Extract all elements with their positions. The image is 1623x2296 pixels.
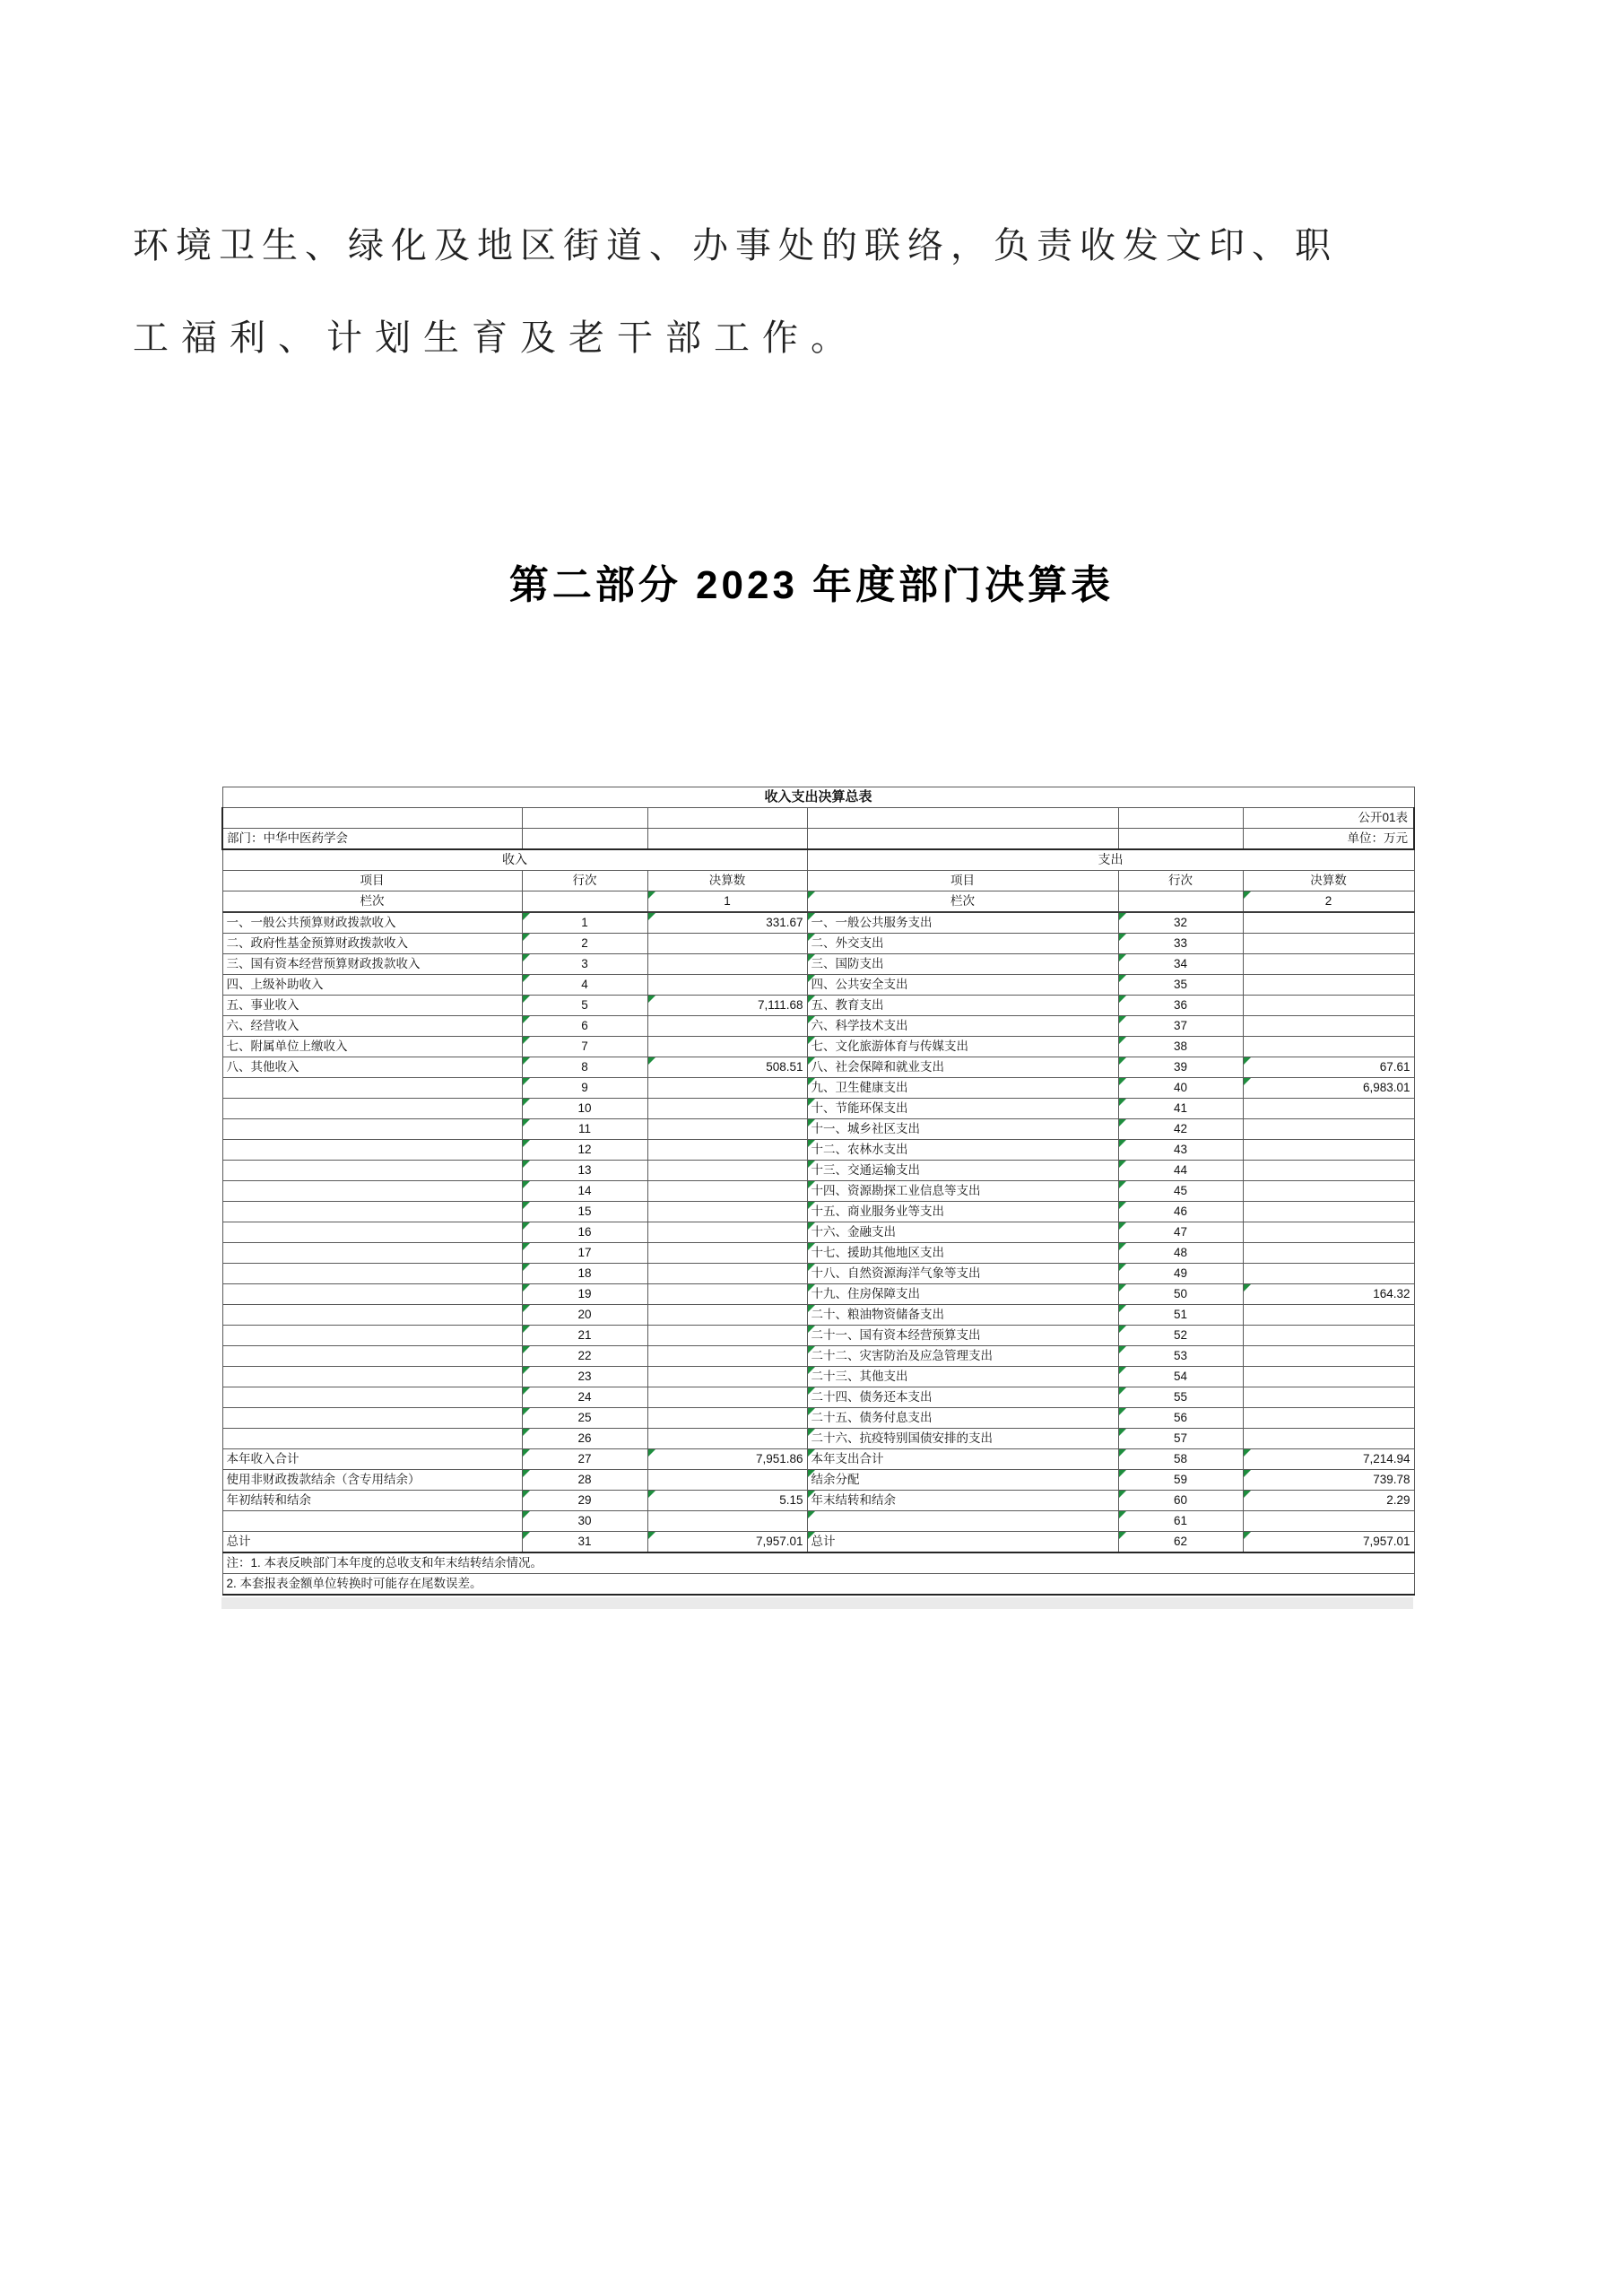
income-item-cell — [222, 1140, 522, 1161]
expense-line-cell: 41 — [1118, 1099, 1243, 1119]
table-row — [222, 1429, 1414, 1449]
income-amount-cell — [647, 1511, 807, 1532]
expense-line-cell: 50 — [1118, 1284, 1243, 1305]
income-item-cell — [222, 1119, 522, 1140]
sheet-label-row — [222, 808, 1414, 829]
table-row — [222, 1305, 1414, 1326]
expense-amount-cell — [1243, 1016, 1414, 1037]
table-row — [222, 1057, 1414, 1078]
expense-amount-cell: 6,983.01 — [1243, 1078, 1414, 1099]
expense-amount-cell — [1243, 996, 1414, 1016]
income-amount-cell: 7,957.01 — [647, 1532, 807, 1553]
income-amount-cell — [647, 1367, 807, 1387]
expense-amount-cell: 164.32 — [1243, 1284, 1414, 1305]
income-line-cell: 1 — [522, 912, 647, 934]
income-item-cell — [222, 1326, 522, 1346]
income-amount-cell — [647, 1470, 807, 1491]
expense-item-header: 项目 — [807, 871, 1118, 891]
income-amount-cell — [647, 1305, 807, 1326]
expense-line-cell: 60 — [1118, 1491, 1243, 1511]
income-item-cell: 六、经营收入 — [222, 1016, 522, 1037]
intro-paragraph — [133, 217, 1492, 361]
table-note-2: 2. 本套报表金额单位转换时可能存在尾数误差。 — [222, 1574, 1414, 1596]
income-amount-cell: 5.15 — [647, 1491, 807, 1511]
expense-line-cell: 33 — [1118, 934, 1243, 954]
table-row — [222, 996, 1414, 1016]
table-row — [222, 1016, 1414, 1037]
expense-item-cell: 十二、农林水支出 — [807, 1140, 1118, 1161]
expense-amount-cell — [1243, 954, 1414, 975]
income-line-cell: 2 — [522, 934, 647, 954]
table-row — [222, 1387, 1414, 1408]
table-row — [222, 1264, 1414, 1284]
table-row — [222, 1099, 1414, 1119]
income-line-cell: 6 — [522, 1016, 647, 1037]
expense-line-header: 行次 — [1118, 871, 1243, 891]
expense-line-cell: 49 — [1118, 1264, 1243, 1284]
expense-line-cell: 55 — [1118, 1387, 1243, 1408]
expense-amount-cell — [1243, 1429, 1414, 1449]
income-line-cell: 27 — [522, 1449, 647, 1470]
income-amount-cell — [647, 934, 807, 954]
table-row — [222, 1408, 1414, 1429]
expense-amount-cell — [1243, 975, 1414, 996]
table-title: 收入支出决算总表 — [222, 787, 1414, 808]
expense-line-cell: 54 — [1118, 1367, 1243, 1387]
income-line-cell: 26 — [522, 1429, 647, 1449]
income-amount-cell: 508.51 — [647, 1057, 807, 1078]
expense-item-cell — [807, 1511, 1118, 1532]
expense-item-cell: 二十四、债务还本支出 — [807, 1387, 1118, 1408]
income-line-cell: 31 — [522, 1532, 647, 1553]
expense-line-cell: 51 — [1118, 1305, 1243, 1326]
column-index-row — [222, 891, 1414, 913]
table-row — [222, 1449, 1414, 1470]
income-amount-cell — [647, 1140, 807, 1161]
expense-line-cell: 35 — [1118, 975, 1243, 996]
expense-amount-header: 决算数 — [1243, 871, 1414, 891]
expense-line-cell: 61 — [1118, 1511, 1243, 1532]
expense-line-cell: 56 — [1118, 1408, 1243, 1429]
expense-item-cell: 总计 — [807, 1532, 1118, 1553]
section-heading: 第二部分 2023 年度部门决算表 — [508, 563, 1115, 607]
expense-lanci-label: 栏次 — [807, 891, 1118, 913]
income-item-cell — [222, 1284, 522, 1305]
expense-item-cell: 九、卫生健康支出 — [807, 1078, 1118, 1099]
table-row — [222, 975, 1414, 996]
expense-item-cell: 本年支出合计 — [807, 1449, 1118, 1470]
blank-cell — [522, 891, 647, 913]
income-item-cell — [222, 1346, 522, 1367]
expense-item-cell: 二十五、债务付息支出 — [807, 1408, 1118, 1429]
expense-amount-cell: 7,957.01 — [1243, 1532, 1414, 1553]
table-row — [222, 1511, 1414, 1532]
income-line-cell: 28 — [522, 1470, 647, 1491]
income-item-cell: 五、事业收入 — [222, 996, 522, 1016]
income-group-header: 收入 — [222, 849, 807, 871]
income-amount-cell — [647, 975, 807, 996]
expense-line-cell: 52 — [1118, 1326, 1243, 1346]
expense-line-cell: 39 — [1118, 1057, 1243, 1078]
table-row — [222, 934, 1414, 954]
expense-item-cell: 十七、援助其他地区支出 — [807, 1243, 1118, 1264]
table-row — [222, 1078, 1414, 1099]
expense-item-cell: 十九、住房保障支出 — [807, 1284, 1118, 1305]
expense-item-cell: 二十六、抗疫特别国债安排的支出 — [807, 1429, 1118, 1449]
income-item-cell — [222, 1078, 522, 1099]
income-item-cell — [222, 1408, 522, 1429]
income-line-cell: 21 — [522, 1326, 647, 1346]
table-row — [222, 1181, 1414, 1202]
income-item-cell: 七、附属单位上缴收入 — [222, 1037, 522, 1057]
income-amount-cell — [647, 1346, 807, 1367]
income-item-cell — [222, 1243, 522, 1264]
expense-line-cell: 42 — [1118, 1119, 1243, 1140]
table-row — [222, 1161, 1414, 1181]
sheet-label: 公开01表 — [1243, 808, 1414, 829]
income-amount-cell — [647, 1326, 807, 1346]
table-row — [222, 1491, 1414, 1511]
expense-amount-cell — [1243, 1099, 1414, 1119]
expense-amount-cell: 7,214.94 — [1243, 1449, 1414, 1470]
expense-col-index: 2 — [1243, 891, 1414, 913]
expense-item-cell: 八、社会保障和就业支出 — [807, 1057, 1118, 1078]
unit-label: 单位：万元 — [1243, 829, 1414, 850]
column-header-row — [222, 871, 1414, 891]
expense-item-cell: 十三、交通运输支出 — [807, 1161, 1118, 1181]
income-amount-cell — [647, 1099, 807, 1119]
income-item-cell: 年初结转和结余 — [222, 1491, 522, 1511]
income-item-cell — [222, 1202, 522, 1222]
meta-cell — [1118, 808, 1243, 829]
income-line-cell: 4 — [522, 975, 647, 996]
expense-line-cell: 32 — [1118, 912, 1243, 934]
income-line-cell: 18 — [522, 1264, 647, 1284]
income-expense-table — [221, 787, 1415, 1596]
income-amount-header: 决算数 — [647, 871, 807, 891]
income-item-cell — [222, 1429, 522, 1449]
table-row — [222, 1346, 1414, 1367]
income-item-cell: 总计 — [222, 1532, 522, 1553]
meta-cell — [522, 829, 647, 850]
income-line-cell: 17 — [522, 1243, 647, 1264]
expense-item-cell: 二、外交支出 — [807, 934, 1118, 954]
income-amount-cell — [647, 1429, 807, 1449]
meta-cell — [807, 829, 1118, 850]
income-line-cell: 8 — [522, 1057, 647, 1078]
meta-cell — [647, 808, 807, 829]
income-line-cell: 19 — [522, 1284, 647, 1305]
expense-amount-cell — [1243, 1326, 1414, 1346]
income-lanci-label: 栏次 — [222, 891, 522, 913]
expense-item-cell: 七、文化旅游体育与传媒支出 — [807, 1037, 1118, 1057]
table-note-1: 注：1. 本表反映部门本年度的总收支和年末结转结余情况。 — [222, 1552, 1414, 1574]
expense-line-cell: 37 — [1118, 1016, 1243, 1037]
income-amount-cell — [647, 1202, 807, 1222]
income-line-cell: 30 — [522, 1511, 647, 1532]
expense-group-header: 支出 — [807, 849, 1414, 871]
income-item-cell — [222, 1511, 522, 1532]
table-row — [222, 1284, 1414, 1305]
expense-item-cell: 十、节能环保支出 — [807, 1099, 1118, 1119]
expense-item-cell: 二十三、其他支出 — [807, 1367, 1118, 1387]
expense-item-cell: 结余分配 — [807, 1470, 1118, 1491]
expense-line-cell: 58 — [1118, 1449, 1243, 1470]
expense-line-cell: 34 — [1118, 954, 1243, 975]
expense-line-cell: 62 — [1118, 1532, 1243, 1553]
income-amount-cell: 331.67 — [647, 912, 807, 934]
expense-amount-cell — [1243, 1181, 1414, 1202]
expense-amount-cell — [1243, 1243, 1414, 1264]
department-label: 部门：中华中医药学会 — [222, 829, 522, 850]
table-row — [222, 1326, 1414, 1346]
table-row — [222, 1222, 1414, 1243]
income-item-cell: 本年收入合计 — [222, 1449, 522, 1470]
expense-item-cell: 五、教育支出 — [807, 996, 1118, 1016]
paragraph-line-2: 工福利、计划生育及老干部工作。 — [133, 317, 859, 358]
income-col-index: 1 — [647, 891, 807, 913]
income-item-cell: 八、其他收入 — [222, 1057, 522, 1078]
paragraph-line-1: 环境卫生、绿化及地区街道、办事处的联络，负责收发文印、职 — [133, 225, 1338, 265]
expense-amount-cell — [1243, 1222, 1414, 1243]
expense-line-cell: 40 — [1118, 1078, 1243, 1099]
expense-item-cell: 十四、资源勘探工业信息等支出 — [807, 1181, 1118, 1202]
income-line-cell: 11 — [522, 1119, 647, 1140]
expense-line-cell: 36 — [1118, 996, 1243, 1016]
income-amount-cell — [647, 1181, 807, 1202]
expense-item-cell: 十八、自然资源海洋气象等支出 — [807, 1264, 1118, 1284]
expense-amount-cell — [1243, 1305, 1414, 1326]
expense-amount-cell: 739.78 — [1243, 1470, 1414, 1491]
expense-amount-cell — [1243, 934, 1414, 954]
income-line-cell: 15 — [522, 1202, 647, 1222]
income-line-cell: 9 — [522, 1078, 647, 1099]
expense-item-cell: 二十二、灾害防治及应急管理支出 — [807, 1346, 1118, 1367]
expense-line-cell: 53 — [1118, 1346, 1243, 1367]
income-line-cell: 25 — [522, 1408, 647, 1429]
expense-item-cell: 二十一、国有资本经营预算支出 — [807, 1326, 1118, 1346]
meta-cell — [522, 808, 647, 829]
income-item-header: 项目 — [222, 871, 522, 891]
note-row — [222, 1552, 1414, 1574]
department-row — [222, 829, 1414, 850]
income-line-cell: 22 — [522, 1346, 647, 1367]
income-item-cell: 二、政府性基金预算财政拨款收入 — [222, 934, 522, 954]
expense-item-cell: 三、国防支出 — [807, 954, 1118, 975]
income-item-cell: 四、上级补助收入 — [222, 975, 522, 996]
expense-amount-cell: 67.61 — [1243, 1057, 1414, 1078]
income-item-cell: 使用非财政拨款结余（含专用结余） — [222, 1470, 522, 1491]
expense-item-cell: 年末结转和结余 — [807, 1491, 1118, 1511]
table-title-row — [222, 787, 1414, 808]
table-row — [222, 1202, 1414, 1222]
table-row — [222, 912, 1414, 934]
expense-line-cell: 38 — [1118, 1037, 1243, 1057]
expense-item-cell: 二十、粮油物资储备支出 — [807, 1305, 1118, 1326]
expense-item-cell: 四、公共安全支出 — [807, 975, 1118, 996]
income-item-cell — [222, 1367, 522, 1387]
table-row — [222, 1470, 1414, 1491]
table-row — [222, 954, 1414, 975]
income-amount-cell — [647, 1222, 807, 1243]
final-accounts-sheet — [221, 787, 1413, 1609]
expense-line-cell: 44 — [1118, 1161, 1243, 1181]
meta-cell — [647, 829, 807, 850]
expense-amount-cell — [1243, 1202, 1414, 1222]
blank-cell — [1118, 891, 1243, 913]
income-amount-cell: 7,111.68 — [647, 996, 807, 1016]
income-item-cell — [222, 1305, 522, 1326]
table-row — [222, 1532, 1414, 1553]
expense-line-cell: 45 — [1118, 1181, 1243, 1202]
note-row — [222, 1574, 1414, 1596]
income-line-cell: 13 — [522, 1161, 647, 1181]
meta-cell — [1118, 829, 1243, 850]
expense-amount-cell — [1243, 1037, 1414, 1057]
income-line-header: 行次 — [522, 871, 647, 891]
expense-line-cell: 43 — [1118, 1140, 1243, 1161]
expense-amount-cell — [1243, 1161, 1414, 1181]
income-amount-cell — [647, 1284, 807, 1305]
income-line-cell: 10 — [522, 1099, 647, 1119]
expense-item-cell: 六、科学技术支出 — [807, 1016, 1118, 1037]
group-header-row — [222, 849, 1414, 871]
income-item-cell — [222, 1181, 522, 1202]
expense-item-cell: 十一、城乡社区支出 — [807, 1119, 1118, 1140]
expense-amount-cell — [1243, 1264, 1414, 1284]
income-line-cell: 20 — [522, 1305, 647, 1326]
table-row — [222, 1119, 1414, 1140]
income-item-cell: 一、一般公共预算财政拨款收入 — [222, 912, 522, 934]
expense-amount-cell — [1243, 1119, 1414, 1140]
table-row — [222, 1037, 1414, 1057]
table-row — [222, 1367, 1414, 1387]
income-item-cell — [222, 1222, 522, 1243]
income-line-cell: 3 — [522, 954, 647, 975]
expense-item-cell: 一、一般公共服务支出 — [807, 912, 1118, 934]
income-amount-cell — [647, 1161, 807, 1181]
expense-amount-cell — [1243, 912, 1414, 934]
income-amount-cell — [647, 1243, 807, 1264]
expense-item-cell: 十五、商业服务业等支出 — [807, 1202, 1118, 1222]
income-item-cell — [222, 1161, 522, 1181]
income-amount-cell — [647, 1264, 807, 1284]
meta-cell — [222, 808, 522, 829]
income-item-cell: 三、国有资本经营预算财政拨款收入 — [222, 954, 522, 975]
income-amount-cell — [647, 1408, 807, 1429]
income-line-cell: 12 — [522, 1140, 647, 1161]
expense-amount-cell: 2.29 — [1243, 1491, 1414, 1511]
expense-amount-cell — [1243, 1367, 1414, 1387]
income-item-cell — [222, 1264, 522, 1284]
income-line-cell: 23 — [522, 1367, 647, 1387]
expense-line-cell: 48 — [1118, 1243, 1243, 1264]
table-row — [222, 1243, 1414, 1264]
income-amount-cell — [647, 1037, 807, 1057]
expense-line-cell: 46 — [1118, 1202, 1243, 1222]
income-line-cell: 24 — [522, 1387, 647, 1408]
expense-amount-cell — [1243, 1140, 1414, 1161]
expense-item-cell: 十六、金融支出 — [807, 1222, 1118, 1243]
expense-line-cell: 47 — [1118, 1222, 1243, 1243]
income-amount-cell — [647, 1016, 807, 1037]
table-row — [222, 1140, 1414, 1161]
income-item-cell — [222, 1387, 522, 1408]
income-item-cell — [222, 1099, 522, 1119]
meta-cell — [807, 808, 1118, 829]
expense-amount-cell — [1243, 1387, 1414, 1408]
expense-amount-cell — [1243, 1511, 1414, 1532]
income-amount-cell — [647, 1119, 807, 1140]
income-line-cell: 29 — [522, 1491, 647, 1511]
income-amount-cell — [647, 1387, 807, 1408]
expense-line-cell: 57 — [1118, 1429, 1243, 1449]
income-line-cell: 14 — [522, 1181, 647, 1202]
income-line-cell: 5 — [522, 996, 647, 1016]
income-amount-cell — [647, 1078, 807, 1099]
sheet-bottom-strip — [221, 1597, 1413, 1609]
income-line-cell: 7 — [522, 1037, 647, 1057]
expense-amount-cell — [1243, 1346, 1414, 1367]
income-amount-cell: 7,951.86 — [647, 1449, 807, 1470]
expense-line-cell: 59 — [1118, 1470, 1243, 1491]
income-amount-cell — [647, 954, 807, 975]
expense-amount-cell — [1243, 1408, 1414, 1429]
income-line-cell: 16 — [522, 1222, 647, 1243]
